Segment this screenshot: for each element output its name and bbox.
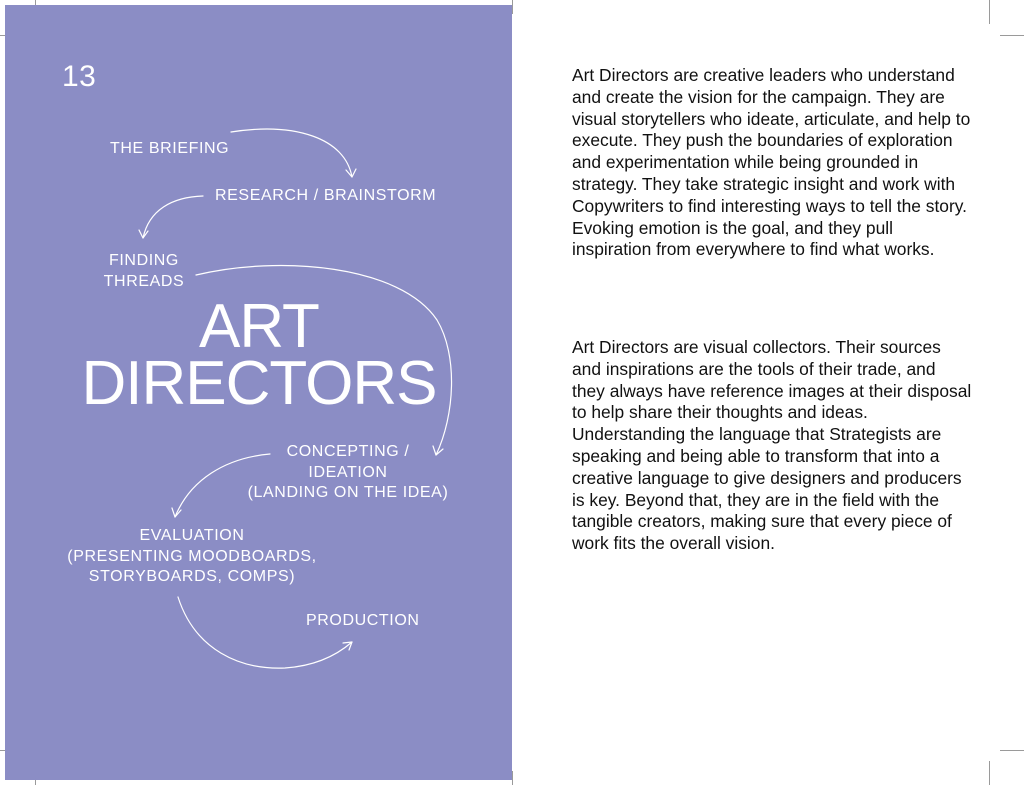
arrow-briefing-to-research [231,129,352,177]
step-finding-threads: FINDING THREADS [103,252,185,290]
step-the-briefing: THE BRIEFING [110,140,230,157]
arrow-research-to-finding [143,196,203,238]
body-paragraph: Art Directors are creative leaders who understand and create the vision for the campaign. They are visual storytellers who ideate, articulate, and help to execute. They push the boundaries of exploration and experimentation while being grounded in strategy. They take strategic insight and work with Copywriters to find interesting ways to tell the story. Evoking emotion is the goal, and they pull inspiration from everywhere to find what works. [572,65,971,260]
page-number: 13 [62,60,97,93]
page-title: ART DIRECTORS [81,292,437,418]
arrow-evaluation-to-production [178,597,352,668]
step-concepting-ideation: CONCEPTING / IDEATION (LANDING ON THE IDEA) [247,443,449,501]
step-research-brainstorm: RESEARCH / BRAINSTORM [215,187,437,204]
step-production: PRODUCTION [306,612,420,629]
step-evaluation: EVALUATION (PRESENTING MOODBOARDS, STORYBOARDS, COMPS) [67,527,317,585]
body-paragraph: Art Directors are visual collectors. Their sources and inspirations are the tools of their trade, and they always have reference images at their disposal to help share their thoughts and ideas. Understanding the language that Strategists are speaking and being able to transform that into a creative language to give designers and producers is key. Beyond that, they are in the field with the tangible creators, making sure that every piece of work fits the overall vision. [572,337,972,554]
